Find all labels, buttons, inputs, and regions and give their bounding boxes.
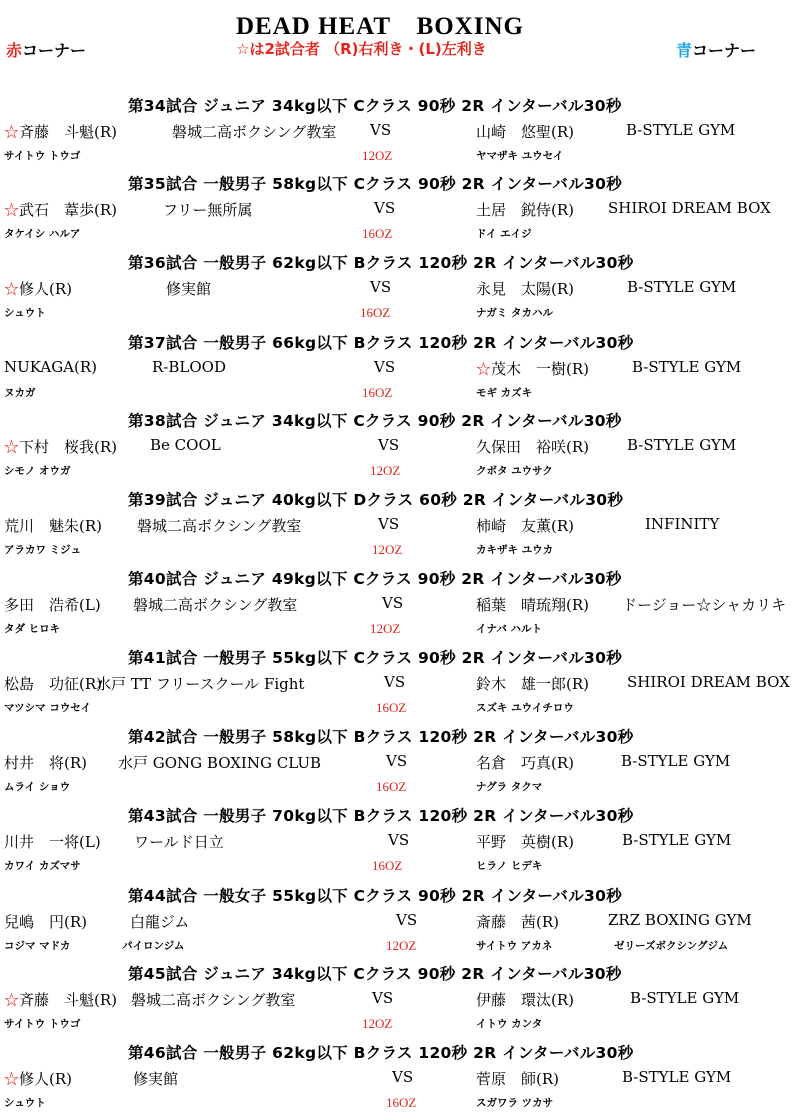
vs-label: VS (374, 358, 396, 376)
blue-fighter-gym: B-STYLE GYM (622, 831, 732, 849)
red-fighter-kana: アラカワ ミジュ (4, 544, 81, 556)
blue-fighter-name (476, 1068, 559, 1089)
bout-row (0, 567, 798, 646)
bout-row (0, 804, 798, 883)
blue-fighter-kana: ヤマザキ ユウセイ (476, 150, 564, 162)
red-fighter-kana: マツシマ コウセイ (4, 702, 92, 714)
blue-fighter-gym: B-STYLE GYM (627, 278, 737, 296)
vs-label: VS (374, 199, 396, 217)
bout-row (0, 172, 798, 251)
blue-fighter-kana: カキザキ ユウカ (476, 544, 554, 556)
blue-fighter-label: 土居 鋭侍(R) (476, 201, 574, 219)
blue-fighter-gym: ZRZ BOXING GYM (608, 911, 752, 929)
red-fighter-name (4, 673, 102, 694)
red-fighter-gym: 磐城二高ボクシング教室 (133, 596, 298, 614)
glove-size: 16OZ (386, 1095, 417, 1110)
red-fighter-kana: シモノ オウガ (4, 465, 71, 477)
blue-fighter-kana: イトウ カンタ (476, 1018, 543, 1030)
blue-fighter-label: 稲葉 晴琉翔(R) (476, 596, 589, 614)
glove-size: 16OZ (376, 779, 407, 794)
red-fighter-name (4, 358, 97, 376)
blue-fighter-gym: B-STYLE GYM (632, 358, 742, 376)
vs-label: VS (378, 436, 400, 454)
blue-fighter-gym: B-STYLE GYM (630, 989, 740, 1007)
blue-fighter-label: 名倉 巧真(R) (476, 754, 574, 772)
blue-fighter-name (476, 515, 574, 536)
two-bout-star: ☆ (4, 1070, 20, 1088)
red-fighter-kana: シュウト (4, 1097, 46, 1109)
vs-label: VS (384, 673, 406, 691)
red-fighter-label: 多田 浩希(L) (4, 596, 101, 614)
blue-corner-char: 青 (676, 41, 693, 60)
bout-title: 第38試合 ジュニア 34kg以下 Cクラス 90秒 2R インターバル30秒 (128, 412, 622, 430)
red-fighter-gym: ワールド日立 (134, 833, 224, 851)
blue-fighter-name (476, 199, 574, 220)
blue-fighter-label: 伊藤 環汰(R) (476, 991, 574, 1009)
red-fighter-gym: Be COOL (150, 436, 221, 454)
blue-fighter-label: 斎藤 茜(R) (476, 913, 559, 931)
red-fighter-name (4, 515, 102, 536)
red-fighter-label: 兒嶋 円(R) (4, 913, 87, 931)
blue-fighter-gym: ドージョー☆シャカリキ (622, 596, 787, 614)
red-fighter-gym: 水戸 GONG BOXING CLUB (118, 754, 322, 772)
red-fighter-name (4, 989, 117, 1010)
bout-row (0, 94, 798, 173)
bout-row (0, 646, 798, 725)
red-fighter-gym: 磐城二高ボクシング教室 (137, 517, 302, 535)
bout-row (0, 884, 798, 963)
legend-text: ☆は2試合者 （R)右利き・(L)左利き (236, 40, 487, 58)
blue-fighter-label: 柿崎 友薫(R) (476, 517, 574, 535)
blue-fighter-gym: INFINITY (645, 515, 720, 533)
blue-fighter-kana: クボタ ユウサク (476, 465, 553, 477)
vs-label: VS (396, 911, 418, 929)
bout-title: 第34試合 ジュニア 34kg以下 Cクラス 90秒 2R インターバル30秒 (128, 97, 622, 115)
red-fighter-name (4, 752, 87, 773)
red-fighter-label: 武石 葦歩(R) (19, 201, 118, 219)
blue-fighter-gym: B-STYLE GYM (621, 752, 731, 770)
glove-size: 12OZ (370, 621, 401, 636)
vs-label: VS (378, 515, 400, 533)
blue-fighter-gym: B-STYLE GYM (626, 121, 736, 139)
glove-size: 16OZ (372, 858, 403, 873)
blue-fighter-label: 永見 太陽(R) (476, 280, 574, 298)
glove-size: 16OZ (362, 385, 393, 400)
bout-row (0, 331, 798, 410)
two-bout-star: ☆ (4, 991, 20, 1009)
blue-fighter-name (476, 358, 589, 379)
red-fighter-kana: ヌカガ (4, 387, 36, 399)
red-fighter-label: NUKAGA(R) (4, 358, 98, 376)
red-fighter-kana: シュウト (4, 307, 46, 319)
red-fighter-name (4, 278, 72, 299)
vs-label: VS (392, 1068, 414, 1086)
bout-title: 第45試合 ジュニア 34kg以下 Cクラス 90秒 2R インターバル30秒 (128, 965, 622, 983)
red-fighter-label: 斉藤 斗魁(R) (19, 991, 118, 1009)
glove-size: 16OZ (362, 226, 393, 241)
blue-fighter-gym: SHIROI DREAM BOX (627, 673, 790, 691)
blue-fighter-kana: スガワラ ツカサ (476, 1097, 554, 1109)
red-fighter-label: 村井 将(R) (4, 754, 87, 772)
red-fighter-kana: カワイ カズマサ (4, 860, 81, 872)
two-bout-star: ☆ (4, 201, 20, 219)
red-fighter-name (4, 831, 101, 852)
blue-fighter-label: 茂木 一樹(R) (491, 360, 590, 378)
blue-fighter-kana: イナバ ハルト (476, 623, 543, 635)
red-fighter-kana: タダ ヒロキ (4, 623, 61, 635)
red-fighter-gym: 修実館 (166, 280, 212, 298)
blue-corner-label: コーナー (692, 41, 757, 60)
two-bout-star: ☆ (4, 438, 20, 456)
red-corner-char: 赤 (6, 41, 23, 60)
red-fighter-gym: R-BLOOD (152, 358, 226, 376)
red-fighter-gym: 修実館 (133, 1070, 179, 1088)
legend (236, 38, 487, 59)
glove-size: 12OZ (386, 938, 417, 953)
glove-size: 16OZ (360, 305, 391, 320)
blue-fighter-gym: B-STYLE GYM (627, 436, 737, 454)
blue-fighter-name (476, 121, 574, 142)
blue-fighter-label: 菅原 師(R) (476, 1070, 559, 1088)
blue-fighter-kana: モギ カズキ (476, 387, 533, 399)
blue-fighter-gym: SHIROI DREAM BOX (608, 199, 771, 217)
bout-title: 第40試合 ジュニア 49kg以下 Cクラス 90秒 2R インターバル30秒 (128, 570, 622, 588)
blue-fighter-name (476, 673, 589, 694)
bout-title: 第36試合 一般男子 62kg以下 Bクラス 120秒 2R インターバル30秒 (128, 254, 634, 272)
blue-fighter-kana: ドイ エイジ (476, 228, 532, 240)
red-fighter-gym: 白龍ジム (130, 913, 190, 931)
vs-label: VS (370, 121, 392, 139)
bout-title: 第46試合 一般男子 62kg以下 Bクラス 120秒 2R インターバル30秒 (128, 1044, 634, 1062)
blue-fighter-name (476, 911, 559, 932)
blue-fighter-kana: ヒラノ ヒデキ (476, 860, 543, 872)
glove-size: 12OZ (362, 1016, 393, 1031)
red-fighter-label: 修人(R) (19, 1070, 73, 1088)
red-fighter-gym: 水戸 TT フリースクール Fight (96, 675, 305, 693)
blue-fighter-label: 平野 英樹(R) (476, 833, 574, 851)
blue-fighter-kana: ナガミ タカハル (476, 307, 553, 319)
red-fighter-kana: タケイシ ハルア (4, 228, 81, 240)
blue-gym-kana: ゼリーズボクシングジム (614, 940, 729, 952)
blue-fighter-name (476, 436, 589, 457)
red-fighter-gym: 磐城二高ボクシング教室 (131, 991, 296, 1009)
glove-size: 16OZ (376, 700, 407, 715)
bout-title: 第39試合 ジュニア 40kg以下 Dクラス 60秒 2R インターバル30秒 (128, 491, 624, 509)
red-fighter-kana: コジマ マドカ (4, 940, 71, 952)
blue-fighter-name (476, 278, 574, 299)
red-fighter-gym: 磐城二高ボクシング教室 (172, 123, 337, 141)
red-corner-header (6, 38, 86, 61)
red-fighter-kana: サイトウ トウゴ (4, 150, 81, 162)
blue-fighter-name (476, 831, 574, 852)
blue-fighter-kana: スズキ ユウイチロウ (476, 702, 574, 714)
blue-fighter-name (476, 594, 589, 615)
blue-fighter-label: 鈴木 雄一郎(R) (476, 675, 589, 693)
vs-label: VS (370, 278, 392, 296)
red-fighter-label: 川井 一将(L) (4, 833, 101, 851)
red-fighter-name (4, 121, 117, 142)
vs-label: VS (382, 594, 404, 612)
two-bout-star: ☆ (4, 123, 20, 141)
red-fighter-kana: ムライ ショウ (4, 781, 71, 793)
bout-row (0, 488, 798, 567)
red-fighter-name (4, 911, 87, 932)
bout-row (0, 725, 798, 804)
red-gym-kana: パイロンジム (122, 940, 185, 952)
glove-size: 12OZ (372, 542, 403, 557)
blue-fighter-name (476, 989, 574, 1010)
red-fighter-kana: サイトウ トウゴ (4, 1018, 81, 1030)
red-fighter-name (4, 199, 117, 220)
bout-title: 第44試合 一般女子 55kg以下 Cクラス 90秒 2R インターバル30秒 (128, 887, 622, 905)
bout-row (0, 962, 798, 1041)
bout-row (0, 251, 798, 330)
bout-title: 第35試合 一般男子 58kg以下 Cクラス 90秒 2R インターバル30秒 (128, 175, 622, 193)
vs-label: VS (372, 989, 394, 1007)
bout-title: 第42試合 一般男子 58kg以下 Bクラス 120秒 2R インターバル30秒 (128, 728, 634, 746)
blue-fighter-name (476, 752, 574, 773)
glove-size: 12OZ (370, 463, 401, 478)
red-fighter-label: 荒川 魅朱(R) (4, 517, 102, 535)
red-corner-label: コーナー (22, 41, 87, 60)
bout-title: 第43試合 一般男子 70kg以下 Bクラス 120秒 2R インターバル30秒 (128, 807, 634, 825)
red-fighter-label: 修人(R) (19, 280, 73, 298)
blue-fighter-gym: B-STYLE GYM (622, 1068, 732, 1086)
bout-row (0, 1041, 798, 1120)
red-fighter-gym: フリー無所属 (163, 201, 253, 219)
blue-fighter-kana: ナグラ タクマ (476, 781, 543, 793)
two-bout-star: ☆ (476, 360, 492, 378)
bout-title: 第41試合 一般男子 55kg以下 Cクラス 90秒 2R インターバル30秒 (128, 649, 622, 667)
blue-fighter-kana: サイトウ アカネ (476, 940, 553, 952)
red-fighter-name (4, 436, 117, 457)
bout-row (0, 409, 798, 488)
blue-fighter-label: 久保田 裕咲(R) (476, 438, 589, 456)
red-fighter-label: 斉藤 斗魁(R) (19, 123, 118, 141)
blue-corner-header (676, 38, 756, 61)
vs-label: VS (388, 831, 410, 849)
red-fighter-name (4, 1068, 72, 1089)
glove-size: 12OZ (362, 148, 393, 163)
vs-label: VS (386, 752, 408, 770)
red-fighter-name (4, 594, 101, 615)
blue-fighter-label: 山崎 悠聖(R) (476, 123, 574, 141)
bout-title: 第37試合 一般男子 66kg以下 Bクラス 120秒 2R インターバル30秒 (128, 334, 634, 352)
red-fighter-label: 松島 功征(R) (4, 675, 102, 693)
red-fighter-label: 下村 桜我(R) (19, 438, 118, 456)
page-title: DEAD HEAT BOXING (235, 13, 525, 40)
two-bout-star: ☆ (4, 280, 20, 298)
